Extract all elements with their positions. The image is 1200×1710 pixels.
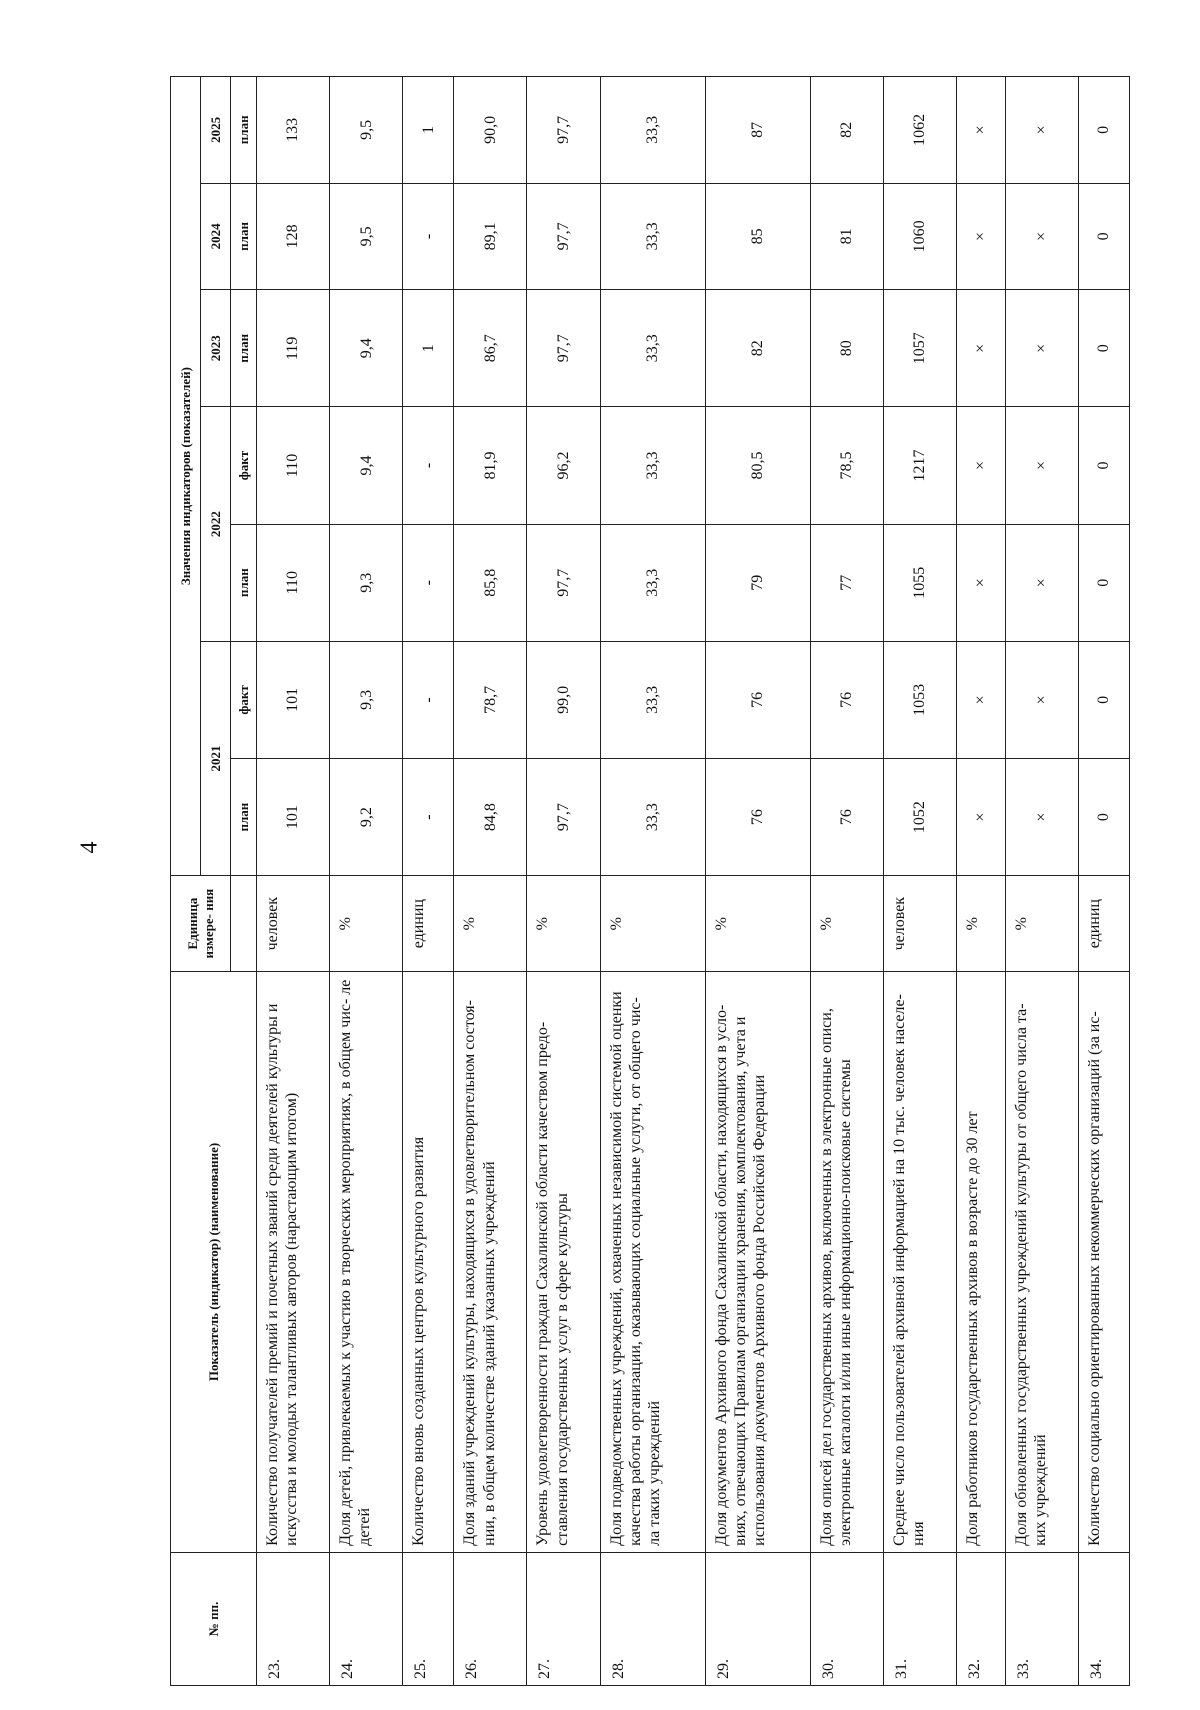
value-cell: 1052	[883, 759, 956, 876]
value-cell: ×	[956, 407, 1005, 524]
value-cell: 90,0	[454, 77, 527, 184]
value-cell: 0	[1078, 524, 1129, 641]
value-cell: 1	[403, 77, 454, 184]
value-cell: 99,0	[527, 641, 600, 758]
value-cell: 76	[705, 641, 810, 758]
value-cell: 110	[257, 407, 330, 524]
indicator-name: Уровень удовлетворенности граждан Сахалинской области качеством предо- ставления государственных услуг в сфере культуры	[527, 972, 600, 1553]
row-number: 26.	[454, 1552, 527, 1685]
indicator-name: Доля описей дел государственных архивов, включенных в электронные описи, электронные каталоги и/или иные информационно-поисковые системы	[810, 972, 883, 1553]
value-cell: 96,2	[527, 407, 600, 524]
value-cell: 33,3	[600, 77, 705, 184]
value-cell: ×	[956, 759, 1005, 876]
value-cell: 0	[1078, 77, 1129, 184]
header-indicator-name: Показатель (индикатор) (наименование)	[171, 972, 257, 1553]
value-cell: 78,7	[454, 641, 527, 758]
value-cell: 1217	[883, 407, 956, 524]
table-row	[257, 77, 330, 1686]
unit-cell: %	[527, 876, 600, 972]
value-cell: 81	[810, 183, 883, 290]
value-cell: 9,3	[330, 641, 403, 758]
unit-cell: %	[810, 876, 883, 972]
value-cell: 9,5	[330, 183, 403, 290]
row-number: 27.	[527, 1552, 600, 1685]
unit-cell: %	[454, 876, 527, 972]
row-number: 24.	[330, 1552, 403, 1685]
value-cell: ×	[956, 183, 1005, 290]
table-row	[956, 77, 1005, 1686]
value-cell: 97,7	[527, 524, 600, 641]
value-cell: 0	[1078, 641, 1129, 758]
header-sub: план	[231, 759, 257, 876]
value-cell: 33,3	[600, 641, 705, 758]
value-cell: 85,8	[454, 524, 527, 641]
value-cell: 78,5	[810, 407, 883, 524]
unit-cell: %	[956, 876, 1005, 972]
page-number: 4	[76, 841, 103, 854]
value-cell: 97,7	[527, 183, 600, 290]
value-cell: 87	[705, 77, 810, 184]
value-cell: -	[403, 759, 454, 876]
value-cell: 0	[1078, 407, 1129, 524]
value-cell: ×	[1005, 524, 1078, 641]
value-cell: 0	[1078, 290, 1129, 407]
value-cell: 101	[257, 759, 330, 876]
value-cell: 97,7	[527, 759, 600, 876]
value-cell: 33,3	[600, 524, 705, 641]
indicator-name: Доля документов Архивного фонда Сахалинской области, находящихся в усло- виях, отвечающих Правилам организации хранения, комплектования, учета и использования документов Архивного фонда Российской Федерации	[705, 972, 810, 1553]
value-cell: 1060	[883, 183, 956, 290]
value-cell: 1053	[883, 641, 956, 758]
value-cell: 76	[810, 641, 883, 758]
value-cell: 76	[705, 759, 810, 876]
row-number: 34.	[1078, 1552, 1129, 1685]
value-cell: 133	[257, 77, 330, 184]
value-cell: ×	[1005, 183, 1078, 290]
value-cell: 82	[810, 77, 883, 184]
value-cell: 80	[810, 290, 883, 407]
table-row	[527, 77, 600, 1686]
header-year-2025: 2025	[201, 77, 231, 184]
value-cell: -	[403, 183, 454, 290]
header-sub: факт	[231, 407, 257, 524]
header-values-group: Значения индикаторов (показателей)	[171, 77, 201, 876]
table-row	[454, 77, 527, 1686]
indicator-name: Количество получателей премий и почетных званий среди деятелей культуры и искусства и молодых талантливых авторов (нарастающим итогом)	[257, 972, 330, 1553]
value-cell: 0	[1078, 759, 1129, 876]
unit-cell: единиц	[1078, 876, 1129, 972]
value-cell: ×	[1005, 641, 1078, 758]
value-cell: -	[403, 641, 454, 758]
indicator-name: Доля обновленных государственных учреждений культуры от общего числа та- ких учреждений	[1005, 972, 1078, 1553]
value-cell: ×	[956, 641, 1005, 758]
value-cell: 97,7	[527, 290, 600, 407]
value-cell: 33,3	[600, 183, 705, 290]
value-cell: 89,1	[454, 183, 527, 290]
value-cell: 77	[810, 524, 883, 641]
value-cell: ×	[956, 290, 1005, 407]
value-cell: 33,3	[600, 290, 705, 407]
value-cell: 84,8	[454, 759, 527, 876]
header-unit: Единица измере- ния	[171, 876, 231, 972]
value-cell: 79	[705, 524, 810, 641]
value-cell: 82	[705, 290, 810, 407]
value-cell: ×	[1005, 759, 1078, 876]
header-unit-spacer	[231, 876, 257, 972]
value-cell: 97,7	[527, 77, 600, 184]
value-cell: ×	[1005, 290, 1078, 407]
value-cell: 1055	[883, 524, 956, 641]
value-cell: 76	[810, 759, 883, 876]
row-number: 23.	[257, 1552, 330, 1685]
row-number: 31.	[883, 1552, 956, 1685]
table-row	[1005, 77, 1078, 1686]
row-number: 30.	[810, 1552, 883, 1685]
value-cell: 85	[705, 183, 810, 290]
value-cell: 1057	[883, 290, 956, 407]
header-year-2024: 2024	[201, 183, 231, 290]
indicator-name: Среднее число пользователей архивной информацией на 10 тыс. человек населе- ния	[883, 972, 956, 1553]
indicator-name: Доля зданий учреждений культуры, находящихся в удовлетворительном состоя- нии, в общем количестве зданий указанных учреждений	[454, 972, 527, 1553]
table-row	[600, 77, 705, 1686]
unit-cell: %	[1005, 876, 1078, 972]
value-cell: 128	[257, 183, 330, 290]
unit-cell: %	[600, 876, 705, 972]
unit-cell: %	[705, 876, 810, 972]
value-cell: 110	[257, 524, 330, 641]
unit-cell: единиц	[403, 876, 454, 972]
unit-cell: %	[330, 876, 403, 972]
value-cell: -	[403, 407, 454, 524]
table-row	[1078, 77, 1129, 1686]
indicator-table	[170, 76, 1130, 1686]
value-cell: 119	[257, 290, 330, 407]
value-cell: ×	[1005, 407, 1078, 524]
row-number: 25.	[403, 1552, 454, 1685]
row-number: 32.	[956, 1552, 1005, 1685]
value-cell: -	[403, 524, 454, 641]
table-row	[705, 77, 810, 1686]
value-cell: 86,7	[454, 290, 527, 407]
table-body	[257, 77, 1130, 1686]
header-sub: план	[231, 290, 257, 407]
value-cell: ×	[956, 77, 1005, 184]
table-row	[330, 77, 403, 1686]
unit-cell: человек	[883, 876, 956, 972]
value-cell: ×	[956, 524, 1005, 641]
value-cell: 1	[403, 290, 454, 407]
value-cell: 101	[257, 641, 330, 758]
value-cell: 0	[1078, 183, 1129, 290]
table-row	[883, 77, 956, 1686]
value-cell: 80,5	[705, 407, 810, 524]
indicator-table-container	[170, 76, 1130, 1686]
table-row	[403, 77, 454, 1686]
value-cell: 9,4	[330, 407, 403, 524]
row-number: 33.	[1005, 1552, 1078, 1685]
value-cell: 9,5	[330, 77, 403, 184]
header-number: № пп.	[171, 1552, 257, 1685]
unit-cell: человек	[257, 876, 330, 972]
row-number: 28.	[600, 1552, 705, 1685]
row-number: 29.	[705, 1552, 810, 1685]
indicator-name: Доля детей, привлекаемых к участию в творческих мероприятиях, в общем чис- ле детей	[330, 972, 403, 1553]
header-year-2023: 2023	[201, 290, 231, 407]
value-cell: 33,3	[600, 759, 705, 876]
value-cell: 33,3	[600, 407, 705, 524]
value-cell: 9,4	[330, 290, 403, 407]
indicator-name: Доля работников государственных архивов в возрасте до 30 лет	[956, 972, 1005, 1553]
header-year-2022: 2022	[201, 407, 231, 641]
header-sub: план	[231, 524, 257, 641]
value-cell: 9,2	[330, 759, 403, 876]
header-sub: факт	[231, 641, 257, 758]
header-year-2021: 2021	[201, 641, 231, 875]
indicator-name: Доля подведомственных учреждений, охваченных независимой системой оценки качества работы организации, оказывающих социальные услуги, от общего чис- ла таких учреждений	[600, 972, 705, 1553]
value-cell: 9,3	[330, 524, 403, 641]
indicator-name: Количество социально ориентированных некоммерческих организаций (за ис-	[1078, 972, 1129, 1553]
header-sub: план	[231, 183, 257, 290]
value-cell: ×	[1005, 77, 1078, 184]
value-cell: 81,9	[454, 407, 527, 524]
indicator-name: Количество вновь созданных центров культурного развития	[403, 972, 454, 1553]
table-row	[810, 77, 883, 1686]
value-cell: 1062	[883, 77, 956, 184]
header-sub: план	[231, 77, 257, 184]
